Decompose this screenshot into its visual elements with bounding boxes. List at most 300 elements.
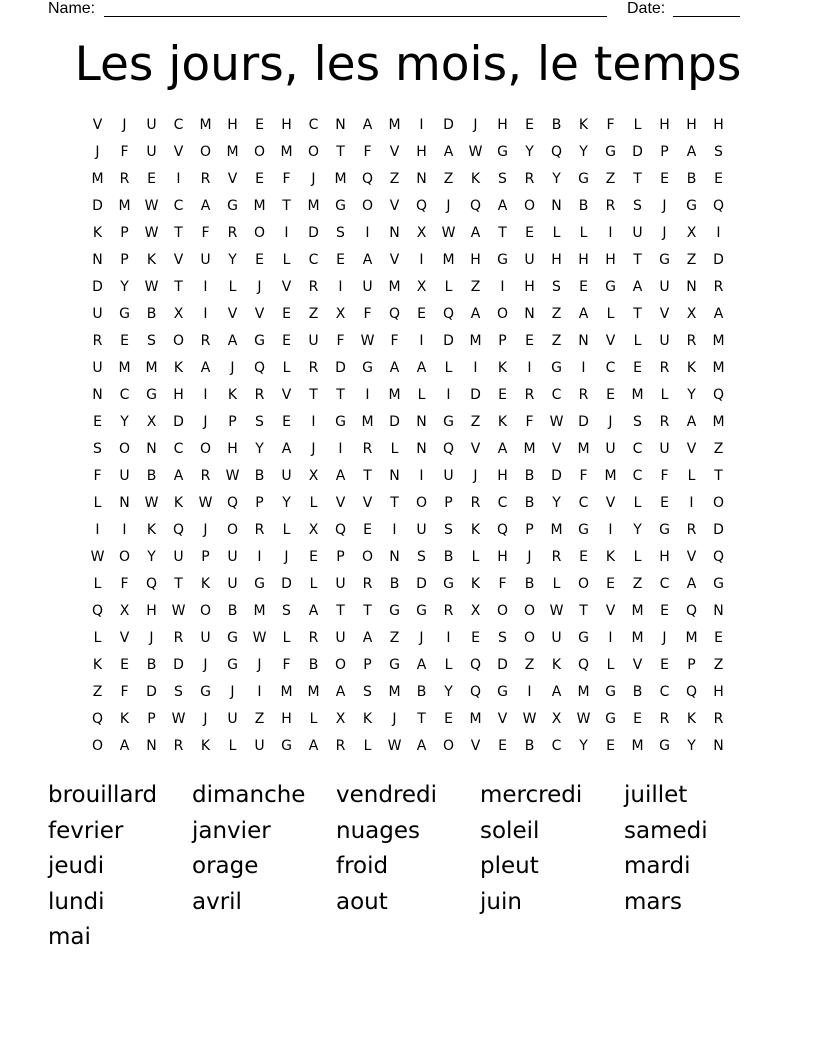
grid-letter: G bbox=[686, 197, 697, 214]
grid-letter: O bbox=[199, 440, 212, 457]
grid-letter: K bbox=[686, 710, 697, 727]
grid-letter: E bbox=[660, 602, 669, 619]
grid-letter: N bbox=[335, 116, 346, 133]
grid-letter: G bbox=[578, 629, 589, 646]
grid-letter: W bbox=[549, 413, 564, 430]
grid-letter: D bbox=[173, 413, 184, 430]
grid-letter: H bbox=[713, 116, 724, 133]
grid-letter: Q bbox=[91, 602, 104, 619]
word-list-item: froid bbox=[336, 853, 389, 879]
grid-letter: L bbox=[228, 737, 237, 754]
grid-letter: Y bbox=[687, 386, 696, 403]
grid-letter: R bbox=[119, 170, 130, 187]
grid-letter: X bbox=[416, 278, 427, 295]
grid-letter: T bbox=[390, 494, 399, 511]
grid-letter: N bbox=[416, 440, 427, 457]
grid-letter: J bbox=[203, 521, 208, 538]
grid-letter: N bbox=[92, 386, 103, 403]
grid-letter: V bbox=[92, 116, 103, 133]
grid-letter: E bbox=[606, 575, 615, 592]
grid-letter: X bbox=[146, 413, 157, 430]
grid-letter: D bbox=[713, 251, 724, 268]
grid-letter: L bbox=[390, 440, 399, 457]
grid-letter: I bbox=[473, 359, 478, 376]
grid-letter: B bbox=[524, 467, 535, 484]
grid-letter: M bbox=[712, 413, 725, 430]
grid-letter: O bbox=[199, 602, 212, 619]
grid-letter: R bbox=[308, 278, 319, 295]
grid-letter: V bbox=[605, 602, 616, 619]
grid-letter: R bbox=[713, 710, 724, 727]
grid-letter: E bbox=[120, 656, 129, 673]
grid-letter: E bbox=[363, 521, 372, 538]
grid-letter: G bbox=[497, 143, 508, 160]
grid-letter: G bbox=[335, 197, 346, 214]
word-list-item: fevrier bbox=[48, 817, 124, 844]
grid-letter: U bbox=[227, 548, 238, 565]
grid-letter: K bbox=[146, 251, 157, 268]
word-list-item: mardi bbox=[624, 853, 691, 879]
word-list-item: mars bbox=[624, 888, 682, 915]
grid-letter: Y bbox=[633, 521, 642, 538]
grid-letter: Z bbox=[524, 656, 535, 673]
grid-letter: I bbox=[689, 494, 694, 511]
grid-letter: Q bbox=[91, 710, 104, 727]
grid-letter: K bbox=[200, 575, 211, 592]
grid-letter: K bbox=[470, 575, 481, 592]
grid-letter: R bbox=[308, 359, 319, 376]
grid-letter: B bbox=[146, 656, 157, 673]
grid-letter: A bbox=[497, 440, 508, 457]
grid-letter: L bbox=[228, 278, 237, 295]
grid-letter: V bbox=[389, 143, 400, 160]
grid-letter: X bbox=[416, 224, 427, 241]
grid-letter: D bbox=[92, 278, 103, 295]
grid-letter: G bbox=[227, 656, 238, 673]
grid-letter: M bbox=[388, 116, 401, 133]
grid-letter: M bbox=[577, 683, 590, 700]
grid-letter: E bbox=[579, 278, 588, 295]
word-list-item: juillet bbox=[624, 782, 688, 808]
header bbox=[48, 0, 748, 20]
grid-letter: G bbox=[335, 413, 346, 430]
grid-letter: U bbox=[659, 278, 670, 295]
grid-letter: G bbox=[578, 521, 589, 538]
grid-letter: M bbox=[631, 602, 644, 619]
grid-letter: C bbox=[119, 386, 130, 403]
grid-letter: X bbox=[308, 467, 319, 484]
grid-letter: Q bbox=[577, 656, 590, 673]
grid-letter: G bbox=[254, 332, 265, 349]
grid-letter: K bbox=[173, 359, 184, 376]
grid-letter: I bbox=[419, 467, 424, 484]
grid-letter: M bbox=[631, 386, 644, 403]
grid-letter: M bbox=[712, 359, 725, 376]
grid-letter: O bbox=[361, 548, 374, 565]
grid-letter: E bbox=[93, 413, 102, 430]
grid-letter: W bbox=[549, 602, 564, 619]
grid-letter: U bbox=[227, 710, 238, 727]
grid-letter: X bbox=[686, 224, 697, 241]
grid-letter: E bbox=[660, 656, 669, 673]
grid-letter: U bbox=[632, 224, 643, 241]
grid-letter: R bbox=[362, 575, 373, 592]
grid-letter: L bbox=[282, 251, 291, 268]
grid-letter: E bbox=[633, 710, 642, 727]
grid-letter: V bbox=[389, 197, 400, 214]
grid-letter: D bbox=[713, 521, 724, 538]
grid-letter: M bbox=[712, 332, 725, 349]
grid-letter: F bbox=[390, 332, 399, 349]
grid-letter: O bbox=[361, 197, 374, 214]
grid-letter: G bbox=[659, 737, 670, 754]
grid-letter: L bbox=[93, 629, 102, 646]
grid-letter: O bbox=[415, 494, 428, 511]
grid-letter: M bbox=[145, 359, 158, 376]
grid-letter: V bbox=[551, 440, 562, 457]
grid-letter: F bbox=[93, 467, 102, 484]
grid-letter: A bbox=[335, 683, 346, 700]
grid-letter: H bbox=[659, 548, 670, 565]
grid-letter: A bbox=[497, 197, 508, 214]
grid-letter: H bbox=[497, 467, 508, 484]
grid-letter: G bbox=[146, 386, 157, 403]
grid-letter: S bbox=[444, 521, 453, 538]
grid-letter: G bbox=[497, 683, 508, 700]
grid-letter: C bbox=[308, 251, 319, 268]
grid-letter: Y bbox=[525, 143, 534, 160]
grid-letter: F bbox=[525, 413, 534, 430]
grid-letter: T bbox=[714, 467, 723, 484]
grid-letter: C bbox=[173, 197, 184, 214]
grid-letter: Q bbox=[388, 305, 401, 322]
grid-letter: H bbox=[227, 440, 238, 457]
grid-letter: E bbox=[282, 413, 291, 430]
grid-letter: K bbox=[686, 359, 697, 376]
word-list-item: brouillard bbox=[48, 782, 158, 808]
grid-letter: D bbox=[281, 575, 292, 592]
grid-letter: T bbox=[579, 602, 588, 619]
grid-letter: O bbox=[523, 629, 536, 646]
grid-letter: Z bbox=[308, 305, 319, 322]
grid-letter: J bbox=[527, 548, 532, 565]
grid-letter: B bbox=[524, 737, 535, 754]
grid-letter: T bbox=[417, 710, 426, 727]
grid-letter: G bbox=[416, 602, 427, 619]
grid-letter: G bbox=[605, 278, 616, 295]
grid-letter: K bbox=[227, 386, 238, 403]
grid-letter: L bbox=[282, 359, 291, 376]
grid-letter: T bbox=[633, 305, 642, 322]
grid-letter: R bbox=[659, 413, 670, 430]
grid-letter: E bbox=[579, 548, 588, 565]
grid-letter: I bbox=[527, 683, 532, 700]
grid-letter: O bbox=[226, 521, 239, 538]
grid-letter: V bbox=[686, 548, 697, 565]
grid-letter: V bbox=[389, 251, 400, 268]
grid-letter: D bbox=[173, 656, 184, 673]
grid-letter: L bbox=[309, 575, 318, 592]
grid-letter: M bbox=[469, 710, 482, 727]
grid-letter: U bbox=[146, 143, 157, 160]
grid-letter: Q bbox=[496, 521, 509, 538]
grid-letter: G bbox=[200, 683, 211, 700]
grid-letter: N bbox=[713, 602, 724, 619]
grid-letter: F bbox=[363, 143, 372, 160]
grid-letter: G bbox=[605, 683, 616, 700]
grid-letter: D bbox=[92, 197, 103, 214]
grid-letter: U bbox=[254, 737, 265, 754]
grid-letter: N bbox=[389, 467, 400, 484]
grid-letter: O bbox=[523, 197, 536, 214]
grid-letter: E bbox=[525, 332, 534, 349]
grid-letter: E bbox=[417, 305, 426, 322]
grid-letter: O bbox=[172, 332, 185, 349]
grid-letter: U bbox=[308, 332, 319, 349]
grid-letter: S bbox=[174, 683, 183, 700]
grid-letter: A bbox=[200, 359, 211, 376]
grid-letter: R bbox=[524, 170, 535, 187]
grid-letter: T bbox=[363, 602, 372, 619]
grid-letter: D bbox=[389, 413, 400, 430]
grid-letter: I bbox=[257, 683, 262, 700]
grid-letter: K bbox=[497, 359, 508, 376]
grid-letter: C bbox=[659, 575, 670, 592]
grid-letter: A bbox=[200, 197, 211, 214]
grid-letter: V bbox=[173, 251, 184, 268]
grid-letter: N bbox=[389, 224, 400, 241]
grid-letter: W bbox=[144, 224, 159, 241]
grid-letter: A bbox=[362, 116, 373, 133]
grid-letter: Q bbox=[226, 494, 239, 511]
grid-letter: R bbox=[254, 521, 265, 538]
grid-letter: W bbox=[198, 494, 213, 511]
grid-letter: B bbox=[308, 656, 319, 673]
grid-letter: U bbox=[362, 278, 373, 295]
grid-letter: F bbox=[120, 575, 129, 592]
grid-letter: J bbox=[473, 467, 478, 484]
grid-letter: L bbox=[93, 494, 102, 511]
grid-letter: V bbox=[470, 737, 481, 754]
grid-letter: O bbox=[118, 548, 131, 565]
grid-letter: J bbox=[122, 116, 127, 133]
grid-letter: Z bbox=[254, 710, 265, 727]
grid-letter: Z bbox=[470, 413, 481, 430]
grid-letter: I bbox=[122, 521, 127, 538]
grid-letter: J bbox=[311, 170, 316, 187]
grid-letter: F bbox=[336, 332, 345, 349]
grid-letter: V bbox=[335, 494, 346, 511]
grid-letter: O bbox=[496, 305, 509, 322]
grid-letter: N bbox=[416, 170, 427, 187]
grid-letter: Z bbox=[551, 305, 562, 322]
grid-letter: K bbox=[470, 521, 481, 538]
grid-letter: L bbox=[687, 467, 696, 484]
grid-letter: Q bbox=[712, 548, 725, 565]
grid-letter: C bbox=[578, 494, 589, 511]
grid-letter: R bbox=[605, 197, 616, 214]
grid-letter: G bbox=[362, 359, 373, 376]
word-list-item: orage bbox=[192, 853, 259, 879]
grid-letter: T bbox=[336, 386, 345, 403]
grid-letter: G bbox=[227, 629, 238, 646]
grid-letter: H bbox=[578, 251, 589, 268]
grid-letter: S bbox=[633, 197, 642, 214]
grid-letter: I bbox=[608, 521, 613, 538]
grid-letter: E bbox=[336, 251, 345, 268]
grid-letter: O bbox=[199, 143, 212, 160]
grid-letter: L bbox=[660, 386, 669, 403]
grid-letter: G bbox=[227, 197, 238, 214]
grid-letter: Q bbox=[442, 305, 455, 322]
grid-letter: U bbox=[119, 467, 130, 484]
grid-letter: O bbox=[253, 224, 266, 241]
grid-letter: C bbox=[173, 116, 184, 133]
grid-letter: H bbox=[524, 278, 535, 295]
grid-letter: J bbox=[203, 413, 208, 430]
grid-letter: E bbox=[282, 305, 291, 322]
grid-letter: G bbox=[119, 305, 130, 322]
grid-letter: A bbox=[416, 737, 427, 754]
grid-letter: H bbox=[227, 116, 238, 133]
grid-letter: L bbox=[309, 710, 318, 727]
grid-letter: C bbox=[308, 116, 319, 133]
grid-letter: J bbox=[230, 359, 235, 376]
grid-letter: F bbox=[120, 143, 129, 160]
grid-letter: E bbox=[606, 737, 615, 754]
grid-letter: E bbox=[282, 332, 291, 349]
grid-letter: Q bbox=[145, 575, 158, 592]
grid-letter: I bbox=[527, 359, 532, 376]
grid-letter: V bbox=[632, 656, 643, 673]
grid-letter: T bbox=[363, 467, 372, 484]
grid-letter: B bbox=[551, 116, 562, 133]
grid-letter: A bbox=[335, 467, 346, 484]
grid-letter: R bbox=[200, 170, 211, 187]
grid-letter: R bbox=[308, 629, 319, 646]
grid-letter: O bbox=[523, 602, 536, 619]
grid-letter: G bbox=[443, 413, 454, 430]
grid-letter: D bbox=[632, 143, 643, 160]
grid-letter: B bbox=[416, 683, 427, 700]
grid-letter: L bbox=[444, 278, 453, 295]
grid-letter: M bbox=[280, 683, 293, 700]
grid-letter: S bbox=[498, 629, 507, 646]
grid-letter: P bbox=[147, 710, 156, 727]
grid-letter: I bbox=[203, 305, 208, 322]
grid-letter: O bbox=[442, 737, 455, 754]
grid-letter: Y bbox=[552, 494, 561, 511]
grid-letter: J bbox=[284, 548, 289, 565]
word-list-item: lundi bbox=[48, 888, 105, 915]
word-list-item: samedi bbox=[624, 817, 708, 844]
grid-letter: I bbox=[365, 386, 370, 403]
grid-letter: A bbox=[173, 467, 184, 484]
grid-letter: U bbox=[200, 629, 211, 646]
grid-letter: C bbox=[632, 467, 643, 484]
grid-letter: G bbox=[497, 251, 508, 268]
grid-letter: D bbox=[578, 413, 589, 430]
grid-letter: I bbox=[338, 440, 343, 457]
grid-letter: V bbox=[173, 143, 184, 160]
grid-letter: M bbox=[253, 602, 266, 619]
grid-letter: D bbox=[308, 224, 319, 241]
grid-letter: C bbox=[551, 737, 562, 754]
grid-letter: N bbox=[713, 737, 724, 754]
grid-letter: U bbox=[200, 251, 211, 268]
grid-letter: R bbox=[686, 521, 697, 538]
grid-letter: U bbox=[146, 116, 157, 133]
grid-letter: I bbox=[500, 278, 505, 295]
date-blank-line bbox=[673, 16, 740, 17]
grid-letter: U bbox=[524, 251, 535, 268]
word-list-item: vendredi bbox=[336, 782, 438, 808]
grid-letter: K bbox=[551, 656, 562, 673]
grid-letter: M bbox=[226, 143, 239, 160]
grid-letter: A bbox=[632, 278, 643, 295]
grid-letter: H bbox=[416, 143, 427, 160]
grid-letter: B bbox=[146, 305, 157, 322]
grid-letter: B bbox=[254, 467, 265, 484]
grid-letter: H bbox=[551, 251, 562, 268]
page-title: Les jours, les mois, le temps bbox=[74, 37, 742, 92]
grid-letter: F bbox=[498, 575, 507, 592]
grid-letter: R bbox=[659, 359, 670, 376]
grid-letter: Y bbox=[228, 251, 237, 268]
word-list-item: mercredi bbox=[480, 782, 583, 808]
grid-letter: Q bbox=[415, 197, 428, 214]
grid-letter: W bbox=[144, 197, 159, 214]
word-list-item: aout bbox=[336, 888, 388, 915]
grid-letter: B bbox=[524, 494, 535, 511]
grid-letter: M bbox=[307, 197, 320, 214]
grid-letter: R bbox=[92, 332, 103, 349]
grid-letter: P bbox=[201, 548, 210, 565]
name-label: Name: bbox=[48, 0, 96, 17]
grid-letter: T bbox=[498, 224, 507, 241]
grid-letter: E bbox=[444, 710, 453, 727]
grid-letter: J bbox=[392, 710, 397, 727]
grid-letter: H bbox=[713, 683, 724, 700]
grid-letter: G bbox=[551, 359, 562, 376]
grid-letter: A bbox=[686, 575, 697, 592]
grid-letter: Y bbox=[282, 494, 291, 511]
word-list-item: nuages bbox=[336, 817, 420, 844]
grid-letter: M bbox=[118, 359, 131, 376]
grid-letter: H bbox=[173, 386, 184, 403]
grid-letter: T bbox=[282, 197, 291, 214]
grid-letter: V bbox=[470, 440, 481, 457]
grid-letter: A bbox=[119, 737, 130, 754]
grid-letter: C bbox=[659, 683, 670, 700]
grid-letter: Z bbox=[389, 629, 400, 646]
grid-letter: Q bbox=[712, 386, 725, 403]
grid-letter: M bbox=[550, 521, 563, 538]
grid-letter: R bbox=[227, 224, 238, 241]
grid-letter: G bbox=[443, 575, 454, 592]
grid-letter: D bbox=[443, 116, 454, 133]
grid-letter: M bbox=[199, 116, 212, 133]
grid-letter: A bbox=[308, 602, 319, 619]
grid-letter: I bbox=[419, 251, 424, 268]
grid-letter: M bbox=[631, 737, 644, 754]
grid-letter: L bbox=[633, 332, 642, 349]
grid-letter: A bbox=[362, 629, 373, 646]
grid-letter: M bbox=[577, 440, 590, 457]
grid-letter: U bbox=[605, 440, 616, 457]
grid-letter: I bbox=[311, 413, 316, 430]
grid-letter: A bbox=[362, 251, 373, 268]
